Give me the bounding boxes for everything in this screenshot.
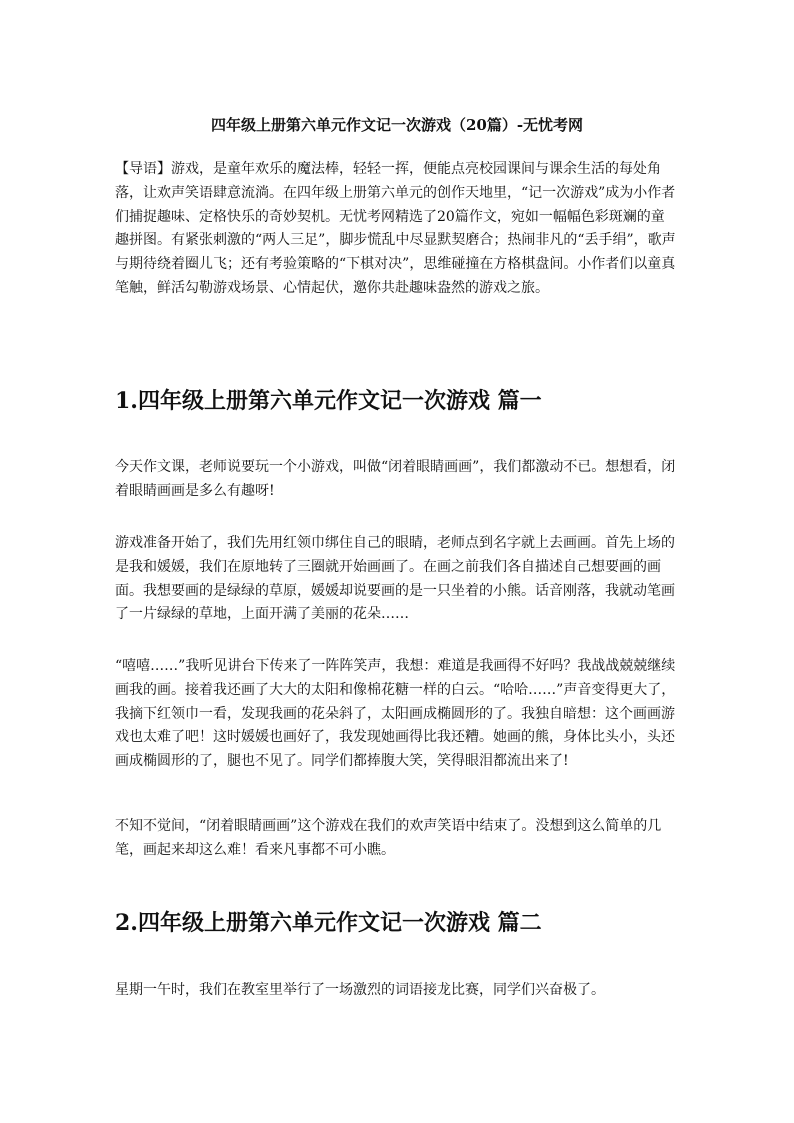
section-heading-2: 2.四年级上册第六单元作文记一次游戏 篇二	[115, 910, 542, 936]
section2-paragraph-1: 星期一午时，我们在教室里举行了一场激烈的词语接龙比赛，同学们兴奋极了。	[115, 982, 605, 998]
section1-paragraph-4: 不知不觉间，“闭着眼睛画画”这个游戏在我们的欢声笑语中结束了。没想到这么简单的几笔，画起来却这么难！看来凡事都不可小瞧。	[115, 818, 662, 858]
section1-paragraph-3: “嘻嘻……”我听见讲台下传来了一阵阵笑声，我想：难道是我画得不好吗？我战战兢兢继续画我的画。接着我还画了大大的太阳和像棉花糖一样的白云。“哈哈……”声音变得更大了，我摘下红领巾一看，发现我画的花朵斜了，太阳画成椭圆形的了。我独自暗想：这个画画游戏也太难了吧！这时媛媛也画好了，我发现她画得比我还糟。她画的熊，身体比头小，头还画成椭圆形的了，腿也不见了。同学们都捧腹大笑，笑得眼泪都流出来了!	[115, 658, 676, 770]
intro-paragraph: 【导语】游戏，是童年欢乐的魔法棒，轻轻一挥，便能点亮校园课间与课余生活的每处角落，让欢声笑语肆意流淌。在四年级上册第六单元的创作天地里，“记一次游戏”成为小作者们捕捉趣味、定格快乐的奇妙契机。无忧考网精选了20篇作文，宛如一幅幅色彩斑斓的童趣拼图。有紧张刺激的“两人三足”，脚步慌乱中尽显默契磨合；热闹非凡的“丢手绢”，歌声与期待绕着圈儿飞；还有考验策略的“下棋对决”，思维碰撞在方格棋盘间。小作者们以童真笔触，鲜活勾勒游戏场景、心情起伏，邀你共赴趣味盎然的游戏之旅。	[115, 161, 676, 296]
document-title: 四年级上册第六单元作文记一次游戏（20篇）-无忧考网	[210, 116, 584, 134]
section1-paragraph-2: 游戏准备开始了，我们先用红领巾绑住自己的眼睛，老师点到名字就上去画画。首先上场的是我和媛媛，我们在原地转了三圈就开始画画了。在画之前我们各自描述自己想要画的画面。我想要画的是绿绿的草原，媛媛却说要画的是一只坐着的小熊。话音刚落，我就动笔画了一片绿绿的草地，上面开满了美丽的花朵……	[115, 535, 675, 623]
section-heading-1: 1.四年级上册第六单元作文记一次游戏 篇一	[115, 388, 542, 414]
section1-paragraph-1: 今天作文课，老师说要玩一个小游戏，叫做“闭着眼睛画画”，我们都激动不已。想想看，闭着眼睛画画是多么有趣呀!	[115, 459, 676, 499]
